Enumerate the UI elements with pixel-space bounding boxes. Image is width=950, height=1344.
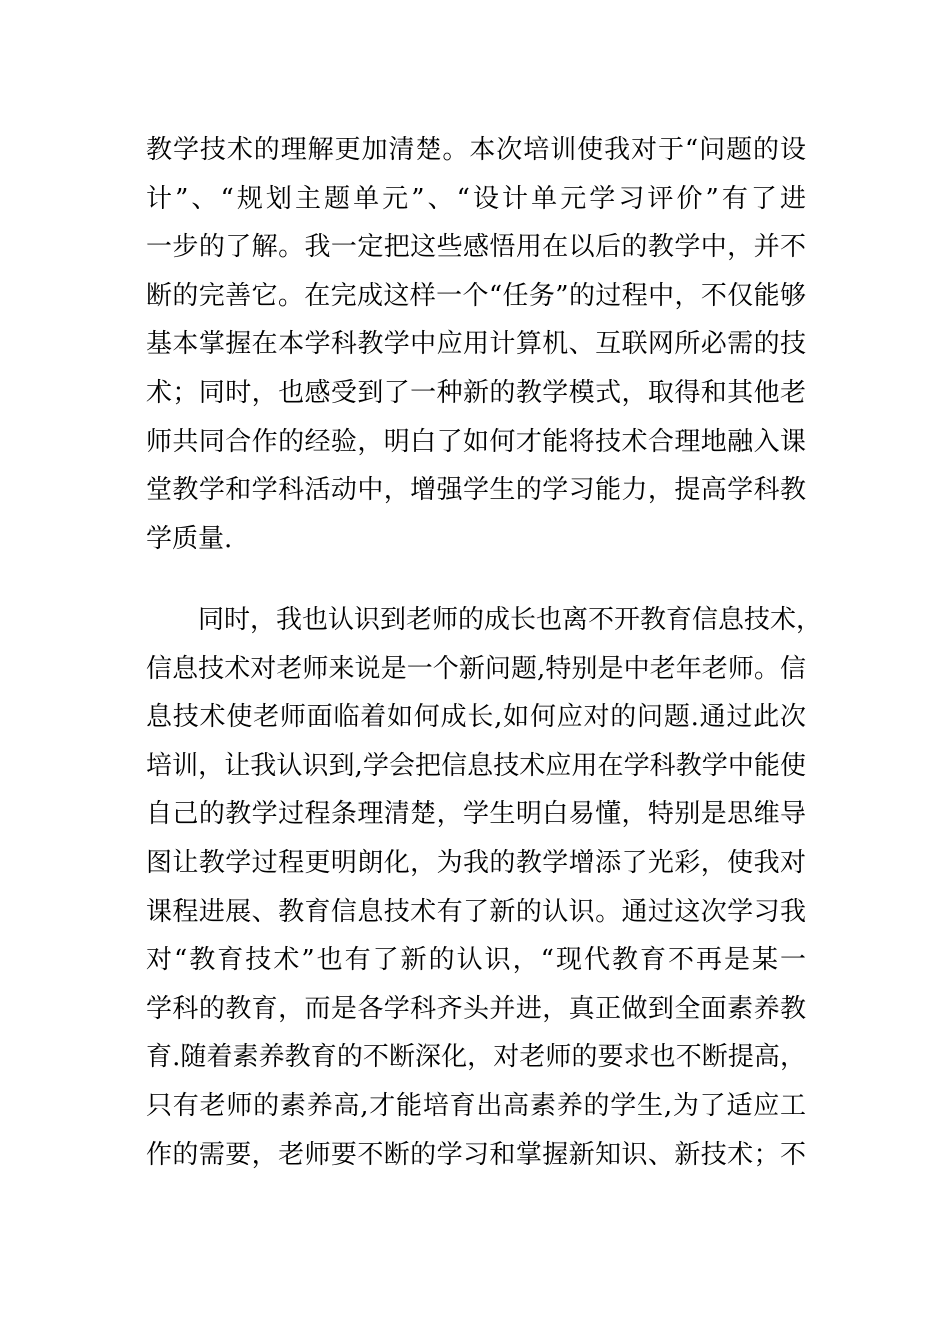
text-line: 培训，让我认识到,学会把信息技术应用在学科教学中能使 (146, 750, 806, 781)
text-line: 同时，我也认识到老师的成长也离不开教育信息技术， (146, 605, 823, 635)
text-line: 基本掌握在本学科教学中应用计算机、互联网所必需的技 (146, 329, 806, 360)
text-line-last: 学质量. (146, 523, 233, 554)
text-line: 课程进展、教育信息技术有了新的认识。通过这次学习我 (146, 896, 806, 927)
text-line: 育.随着素养教育的不断深化，对老师的要求也不断提高， (146, 1042, 806, 1073)
text-line: 师共同合作的经验，明白了如何才能将技术合理地融入课 (146, 426, 806, 457)
text-line: 图让教学过程更明朗化，为我的教学增添了光彩，使我对 (146, 847, 806, 878)
text-line: 术；同时，也感受到了一种新的教学模式，取得和其他老 (146, 377, 806, 408)
text-line: 堂教学和学科活动中，增强学生的学习能力，提高学科教 (146, 475, 806, 506)
paragraph-2 (146, 596, 823, 1179)
text-line: 信息技术对老师来说是一个新问题,特别是中老年老师。信 (146, 653, 806, 684)
text-line: 断的完善它。在完成这样一个“任务”的过程中，不仅能够 (146, 280, 806, 311)
text-line: 息技术使老师面临着如何成长,如何应对的问题.通过此次 (146, 702, 806, 733)
text-line: 自己的教学过程条理清楚，学生明白易懂，特别是思维导 (146, 799, 806, 830)
text-line: 对“教育技术”也有了新的认识，“现代教育不再是某一 (146, 945, 806, 976)
text-line: 只有老师的素养高,才能培育出高素养的学生,为了适应工 (146, 1090, 806, 1121)
text-line: 教学技术的理解更加清楚。本次培训使我对于“问题的设 (146, 135, 806, 165)
text-line: 学科的教育，而是各学科齐头并进，真正做到全面素养教 (146, 993, 806, 1024)
text-line: 计”、“规划主题单元”、“设计单元学习评价”有了进 (146, 183, 806, 214)
paragraph-1 (146, 126, 806, 563)
text-line: 作的需要，老师要不断的学习和掌握新知识、新技术；不 (146, 1139, 806, 1170)
text-line: 一步的了解。我一定把这些感悟用在以后的教学中，并不 (146, 232, 806, 263)
